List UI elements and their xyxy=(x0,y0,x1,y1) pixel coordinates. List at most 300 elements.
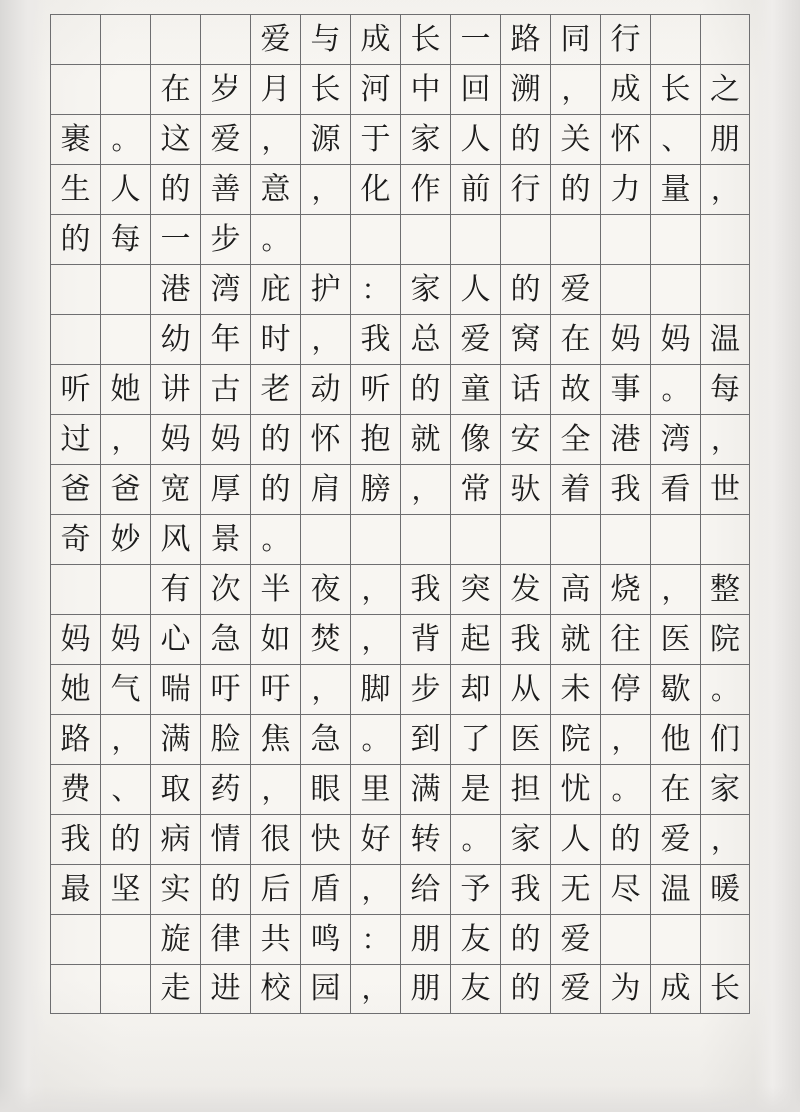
grid-cell: 的 xyxy=(50,214,100,264)
grid-cell: 很 xyxy=(250,814,300,864)
grid-cell xyxy=(50,914,100,964)
grid-cell xyxy=(300,214,350,264)
grid-cell: 是 xyxy=(450,764,500,814)
grid-cell: ： xyxy=(350,914,400,964)
grid-cell: 家 xyxy=(400,114,450,164)
grid-cell: 走 xyxy=(150,964,200,1014)
grid-cell: 同 xyxy=(550,14,600,64)
grid-cell: 年 xyxy=(200,314,250,364)
grid-row xyxy=(50,864,750,914)
grid-cell: 忧 xyxy=(550,764,600,814)
grid-cell: 每 xyxy=(700,364,750,414)
grid-cell: 发 xyxy=(500,564,550,614)
grid-cell xyxy=(700,914,750,964)
grid-cell xyxy=(600,214,650,264)
grid-cell: 无 xyxy=(550,864,600,914)
grid-cell: 裹 xyxy=(50,114,100,164)
grid-cell: 爱 xyxy=(200,114,250,164)
grid-cell: 坚 xyxy=(100,864,150,914)
grid-cell: 肩 xyxy=(300,464,350,514)
grid-cell: 脸 xyxy=(200,714,250,764)
grid-cell: 爱 xyxy=(550,914,600,964)
grid-cell: 予 xyxy=(450,864,500,914)
grid-row xyxy=(50,514,750,564)
grid-cell: 与 xyxy=(300,14,350,64)
grid-cell: 妈 xyxy=(200,414,250,464)
grid-cell: 幼 xyxy=(150,314,200,364)
grid-cell: 气 xyxy=(100,664,150,714)
grid-cell: 吁 xyxy=(250,664,300,714)
grid-cell: 到 xyxy=(400,714,450,764)
grid-cell: 次 xyxy=(200,564,250,614)
grid-cell: 窝 xyxy=(500,314,550,364)
grid-cell: 动 xyxy=(300,364,350,414)
grid-cell: 暖 xyxy=(700,864,750,914)
grid-cell: ， xyxy=(400,464,450,514)
grid-cell: 她 xyxy=(50,664,100,714)
grid-cell: 园 xyxy=(300,964,350,1014)
grid-cell xyxy=(600,264,650,314)
grid-cell: 。 xyxy=(650,364,700,414)
grid-cell: ， xyxy=(100,714,150,764)
grid-cell: 话 xyxy=(500,364,550,414)
grid-cell: 的 xyxy=(600,814,650,864)
grid-row xyxy=(50,664,750,714)
grid-cell: 在 xyxy=(550,314,600,364)
grid-cell xyxy=(350,214,400,264)
grid-cell: 喘 xyxy=(150,664,200,714)
grid-cell: 河 xyxy=(350,64,400,114)
grid-cell: 月 xyxy=(250,64,300,114)
grid-cell: 在 xyxy=(650,764,700,814)
grid-cell: 朋 xyxy=(400,914,450,964)
grid-cell: 怀 xyxy=(600,114,650,164)
grid-cell: ， xyxy=(300,164,350,214)
grid-cell xyxy=(100,64,150,114)
grid-cell xyxy=(350,514,400,564)
grid-cell: 温 xyxy=(650,864,700,914)
grid-cell: 夜 xyxy=(300,564,350,614)
grid-cell: 世 xyxy=(700,464,750,514)
grid-cell: 在 xyxy=(150,64,200,114)
grid-cell: 驮 xyxy=(500,464,550,514)
grid-cell xyxy=(100,264,150,314)
grid-cell xyxy=(150,14,200,64)
grid-cell: 起 xyxy=(450,614,500,664)
grid-cell: 往 xyxy=(600,614,650,664)
grid-row xyxy=(50,414,750,464)
grid-cell: 着 xyxy=(550,464,600,514)
grid-cell: 奇 xyxy=(50,514,100,564)
grid-cell: 成 xyxy=(600,64,650,114)
grid-cell xyxy=(650,514,700,564)
grid-cell: 人 xyxy=(550,814,600,864)
grid-cell: 盾 xyxy=(300,864,350,914)
grid-cell: 过 xyxy=(50,414,100,464)
grid-cell xyxy=(650,264,700,314)
grid-cell: 的 xyxy=(100,814,150,864)
grid-cell: ， xyxy=(350,564,400,614)
grid-cell: 医 xyxy=(500,714,550,764)
grid-cell: 行 xyxy=(500,164,550,214)
grid-cell: 爱 xyxy=(550,964,600,1014)
grid-cell: 满 xyxy=(400,764,450,814)
grid-cell: 妈 xyxy=(100,614,150,664)
grid-cell xyxy=(100,914,150,964)
grid-cell xyxy=(700,214,750,264)
grid-cell: 。 xyxy=(250,514,300,564)
grid-cell: 歇 xyxy=(650,664,700,714)
grid-cell: 高 xyxy=(550,564,600,614)
grid-cell: 我 xyxy=(500,864,550,914)
grid-cell: 庇 xyxy=(250,264,300,314)
grid-cell: 进 xyxy=(200,964,250,1014)
grid-cell: 友 xyxy=(450,914,500,964)
grid-cell: 有 xyxy=(150,564,200,614)
grid-cell: 家 xyxy=(500,814,550,864)
grid-cell: 厚 xyxy=(200,464,250,514)
grid-cell: 吁 xyxy=(200,664,250,714)
grid-cell: ， xyxy=(650,564,700,614)
grid-cell xyxy=(100,564,150,614)
grid-cell: 半 xyxy=(250,564,300,614)
grid-cell: 院 xyxy=(700,614,750,664)
grid-row xyxy=(50,364,750,414)
grid-cell: 温 xyxy=(700,314,750,364)
grid-row xyxy=(50,14,750,64)
grid-row xyxy=(50,264,750,314)
grid-cell: 担 xyxy=(500,764,550,814)
grid-cell: 费 xyxy=(50,764,100,814)
grid-cell: 于 xyxy=(350,114,400,164)
grid-cell: 律 xyxy=(200,914,250,964)
grid-cell: 的 xyxy=(550,164,600,214)
grid-row xyxy=(50,714,750,764)
grid-cell: 长 xyxy=(400,14,450,64)
grid-cell: 港 xyxy=(150,264,200,314)
grid-cell: 我 xyxy=(400,564,450,614)
grid-cell xyxy=(200,14,250,64)
grid-cell: 港 xyxy=(600,414,650,464)
grid-cell: 时 xyxy=(250,314,300,364)
grid-cell: 。 xyxy=(600,764,650,814)
grid-cell: 的 xyxy=(200,864,250,914)
grid-row xyxy=(50,564,750,614)
grid-cell: 焦 xyxy=(250,714,300,764)
grid-cell: 一 xyxy=(150,214,200,264)
grid-cell: 整 xyxy=(700,564,750,614)
grid-cell xyxy=(700,264,750,314)
grid-cell: 爱 xyxy=(250,14,300,64)
grid-cell: 成 xyxy=(350,14,400,64)
grid-cell: 路 xyxy=(500,14,550,64)
grid-cell xyxy=(50,314,100,364)
grid-cell: 回 xyxy=(450,64,500,114)
grid-cell xyxy=(100,314,150,364)
grid-cell: 中 xyxy=(400,64,450,114)
grid-cell: 取 xyxy=(150,764,200,814)
grid-cell: 的 xyxy=(150,164,200,214)
grid-cell: 们 xyxy=(700,714,750,764)
grid-cell: 的 xyxy=(250,464,300,514)
grid-cell xyxy=(50,14,100,64)
grid-cell: 抱 xyxy=(350,414,400,464)
grid-cell: 溯 xyxy=(500,64,550,114)
grid-cell: 。 xyxy=(700,664,750,714)
grid-cell: 、 xyxy=(650,114,700,164)
grid-cell: 湾 xyxy=(650,414,700,464)
grid-cell: 家 xyxy=(700,764,750,814)
grid-cell: 护 xyxy=(300,264,350,314)
grid-cell: 就 xyxy=(550,614,600,664)
grid-cell: 意 xyxy=(250,164,300,214)
grid-cell: ， xyxy=(250,764,300,814)
grid-cell: 尽 xyxy=(600,864,650,914)
grid-cell: 的 xyxy=(500,264,550,314)
grid-cell: ， xyxy=(700,814,750,864)
grid-cell: 鸣 xyxy=(300,914,350,964)
grid-row xyxy=(50,464,750,514)
grid-cell: 长 xyxy=(700,964,750,1014)
grid-cell: 关 xyxy=(550,114,600,164)
grid-cell: 成 xyxy=(650,964,700,1014)
grid-cell xyxy=(700,514,750,564)
grid-cell: 老 xyxy=(250,364,300,414)
grid-cell xyxy=(300,514,350,564)
grid-cell: 事 xyxy=(600,364,650,414)
grid-cell: 人 xyxy=(450,264,500,314)
grid-cell: 给 xyxy=(400,864,450,914)
grid-cell: 善 xyxy=(200,164,250,214)
grid-cell: 古 xyxy=(200,364,250,414)
grid-cell: 常 xyxy=(450,464,500,514)
grid-cell: 人 xyxy=(450,114,500,164)
grid-cell: 看 xyxy=(650,464,700,514)
grid-row xyxy=(50,114,750,164)
grid-cell: 家 xyxy=(400,264,450,314)
grid-cell: 听 xyxy=(350,364,400,414)
grid-cell: 的 xyxy=(500,914,550,964)
grid-cell: 我 xyxy=(600,464,650,514)
grid-cell: 生 xyxy=(50,164,100,214)
grid-row xyxy=(50,314,750,364)
grid-cell: 、 xyxy=(100,764,150,814)
grid-cell: 却 xyxy=(450,664,500,714)
grid-cell: 。 xyxy=(450,814,500,864)
grid-cell: 爸 xyxy=(50,464,100,514)
grid-row xyxy=(50,914,750,964)
grid-cell: 院 xyxy=(550,714,600,764)
grid-cell: 长 xyxy=(650,64,700,114)
grid-cell: 从 xyxy=(500,664,550,714)
grid-cell: 爱 xyxy=(450,314,500,364)
grid-cell xyxy=(650,914,700,964)
grid-cell: 爱 xyxy=(650,814,700,864)
grid-cell xyxy=(50,264,100,314)
grid-cell: 景 xyxy=(200,514,250,564)
grid-cell: 眼 xyxy=(300,764,350,814)
grid-cell: 我 xyxy=(50,814,100,864)
grid-cell xyxy=(50,564,100,614)
grid-cell: 突 xyxy=(450,564,500,614)
grid-row xyxy=(50,164,750,214)
grid-cell: 共 xyxy=(250,914,300,964)
grid-cell: 里 xyxy=(350,764,400,814)
grid-cell: 妈 xyxy=(600,314,650,364)
grid-cell: 他 xyxy=(650,714,700,764)
grid-cell: ， xyxy=(600,714,650,764)
grid-cell: 如 xyxy=(250,614,300,664)
grid-cell: 急 xyxy=(300,714,350,764)
grid-cell: 为 xyxy=(600,964,650,1014)
grid-cell: ， xyxy=(300,664,350,714)
grid-cell: 我 xyxy=(500,614,550,664)
grid-cell: ， xyxy=(350,964,400,1014)
grid-cell: 膀 xyxy=(350,464,400,514)
grid-cell: 每 xyxy=(100,214,150,264)
grid-cell xyxy=(50,64,100,114)
grid-cell: 怀 xyxy=(300,414,350,464)
grid-cell: 焚 xyxy=(300,614,350,664)
grid-cell: 童 xyxy=(450,364,500,414)
grid-cell: ， xyxy=(550,64,600,114)
grid-cell: 药 xyxy=(200,764,250,814)
grid-cell xyxy=(400,214,450,264)
grid-cell: 的 xyxy=(400,364,450,414)
grid-cell xyxy=(650,14,700,64)
grid-cell: 一 xyxy=(450,14,500,64)
grid-cell: ： xyxy=(350,264,400,314)
grid-cell: 校 xyxy=(250,964,300,1014)
grid-cell: 了 xyxy=(450,714,500,764)
grid-cell: ， xyxy=(700,414,750,464)
grid-cell: 情 xyxy=(200,814,250,864)
grid-cell: 湾 xyxy=(200,264,250,314)
grid-cell: 妈 xyxy=(650,314,700,364)
grid-cell: 像 xyxy=(450,414,500,464)
grid-cell: 听 xyxy=(50,364,100,414)
grid-cell: 朋 xyxy=(400,964,450,1014)
grid-cell: 源 xyxy=(300,114,350,164)
grid-cell: ， xyxy=(250,114,300,164)
grid-cell: 量 xyxy=(650,164,700,214)
grid-cell: 步 xyxy=(400,664,450,714)
grid-row xyxy=(50,214,750,264)
grid-cell: 心 xyxy=(150,614,200,664)
grid-cell: 我 xyxy=(350,314,400,364)
grid-cell: 满 xyxy=(150,714,200,764)
grid-cell xyxy=(100,14,150,64)
grid-cell xyxy=(500,214,550,264)
grid-cell: 妈 xyxy=(150,414,200,464)
grid-cell: 转 xyxy=(400,814,450,864)
grid-cell: 后 xyxy=(250,864,300,914)
grid-cell: 前 xyxy=(450,164,500,214)
grid-cell: 的 xyxy=(500,114,550,164)
grid-cell: 好 xyxy=(350,814,400,864)
grid-cell: 就 xyxy=(400,414,450,464)
grid-cell: 妙 xyxy=(100,514,150,564)
grid-cell: 。 xyxy=(250,214,300,264)
grid-cell xyxy=(700,14,750,64)
grid-cell: ， xyxy=(100,414,150,464)
grid-cell: 快 xyxy=(300,814,350,864)
grid-cell: 急 xyxy=(200,614,250,664)
grid-cell: 实 xyxy=(150,864,200,914)
grid-cell: 旋 xyxy=(150,914,200,964)
grid-cell: 力 xyxy=(600,164,650,214)
grid-cell xyxy=(600,914,650,964)
grid-cell: 未 xyxy=(550,664,600,714)
writing-grid xyxy=(50,14,750,1014)
grid-cell: 这 xyxy=(150,114,200,164)
grid-cell: 路 xyxy=(50,714,100,764)
grid-cell: ， xyxy=(700,164,750,214)
grid-cell xyxy=(450,214,500,264)
grid-cell: 的 xyxy=(500,964,550,1014)
grid-cell: 停 xyxy=(600,664,650,714)
grid-cell: 烧 xyxy=(600,564,650,614)
grid-cell: 。 xyxy=(100,114,150,164)
grid-cell: ， xyxy=(350,614,400,664)
grid-cell xyxy=(650,214,700,264)
grid-cell: 安 xyxy=(500,414,550,464)
grid-row xyxy=(50,764,750,814)
grid-row xyxy=(50,614,750,664)
grid-cell xyxy=(100,964,150,1014)
grid-cell: 故 xyxy=(550,364,600,414)
grid-cell xyxy=(50,964,100,1014)
grid-cell: 宽 xyxy=(150,464,200,514)
grid-cell xyxy=(500,514,550,564)
grid-cell xyxy=(400,514,450,564)
grid-cell: 全 xyxy=(550,414,600,464)
grid-cell: 步 xyxy=(200,214,250,264)
grid-cell: 风 xyxy=(150,514,200,564)
grid-cell: 朋 xyxy=(700,114,750,164)
grid-cell: 作 xyxy=(400,164,450,214)
grid-cell xyxy=(600,514,650,564)
grid-cell: 的 xyxy=(250,414,300,464)
grid-cell: 长 xyxy=(300,64,350,114)
grid-cell: 医 xyxy=(650,614,700,664)
grid-cell: 讲 xyxy=(150,364,200,414)
grid-row xyxy=(50,814,750,864)
grid-cell: 病 xyxy=(150,814,200,864)
grid-cell: 背 xyxy=(400,614,450,664)
grid-cell: 化 xyxy=(350,164,400,214)
grid-cell: 。 xyxy=(350,714,400,764)
grid-cell: 友 xyxy=(450,964,500,1014)
grid-cell: 最 xyxy=(50,864,100,914)
grid-cell xyxy=(550,514,600,564)
grid-cell: ， xyxy=(350,864,400,914)
grid-cell: 岁 xyxy=(200,64,250,114)
grid-cell: 之 xyxy=(700,64,750,114)
grid-cell: 她 xyxy=(100,364,150,414)
grid-cell: 人 xyxy=(100,164,150,214)
grid-cell xyxy=(550,214,600,264)
grid-cell: 脚 xyxy=(350,664,400,714)
grid-row xyxy=(50,964,750,1014)
grid-cell: 妈 xyxy=(50,614,100,664)
grid-cell: 爸 xyxy=(100,464,150,514)
grid-cell xyxy=(450,514,500,564)
grid-cell: 总 xyxy=(400,314,450,364)
grid-cell: ， xyxy=(300,314,350,364)
grid-cell: 爱 xyxy=(550,264,600,314)
grid-cell: 行 xyxy=(600,14,650,64)
